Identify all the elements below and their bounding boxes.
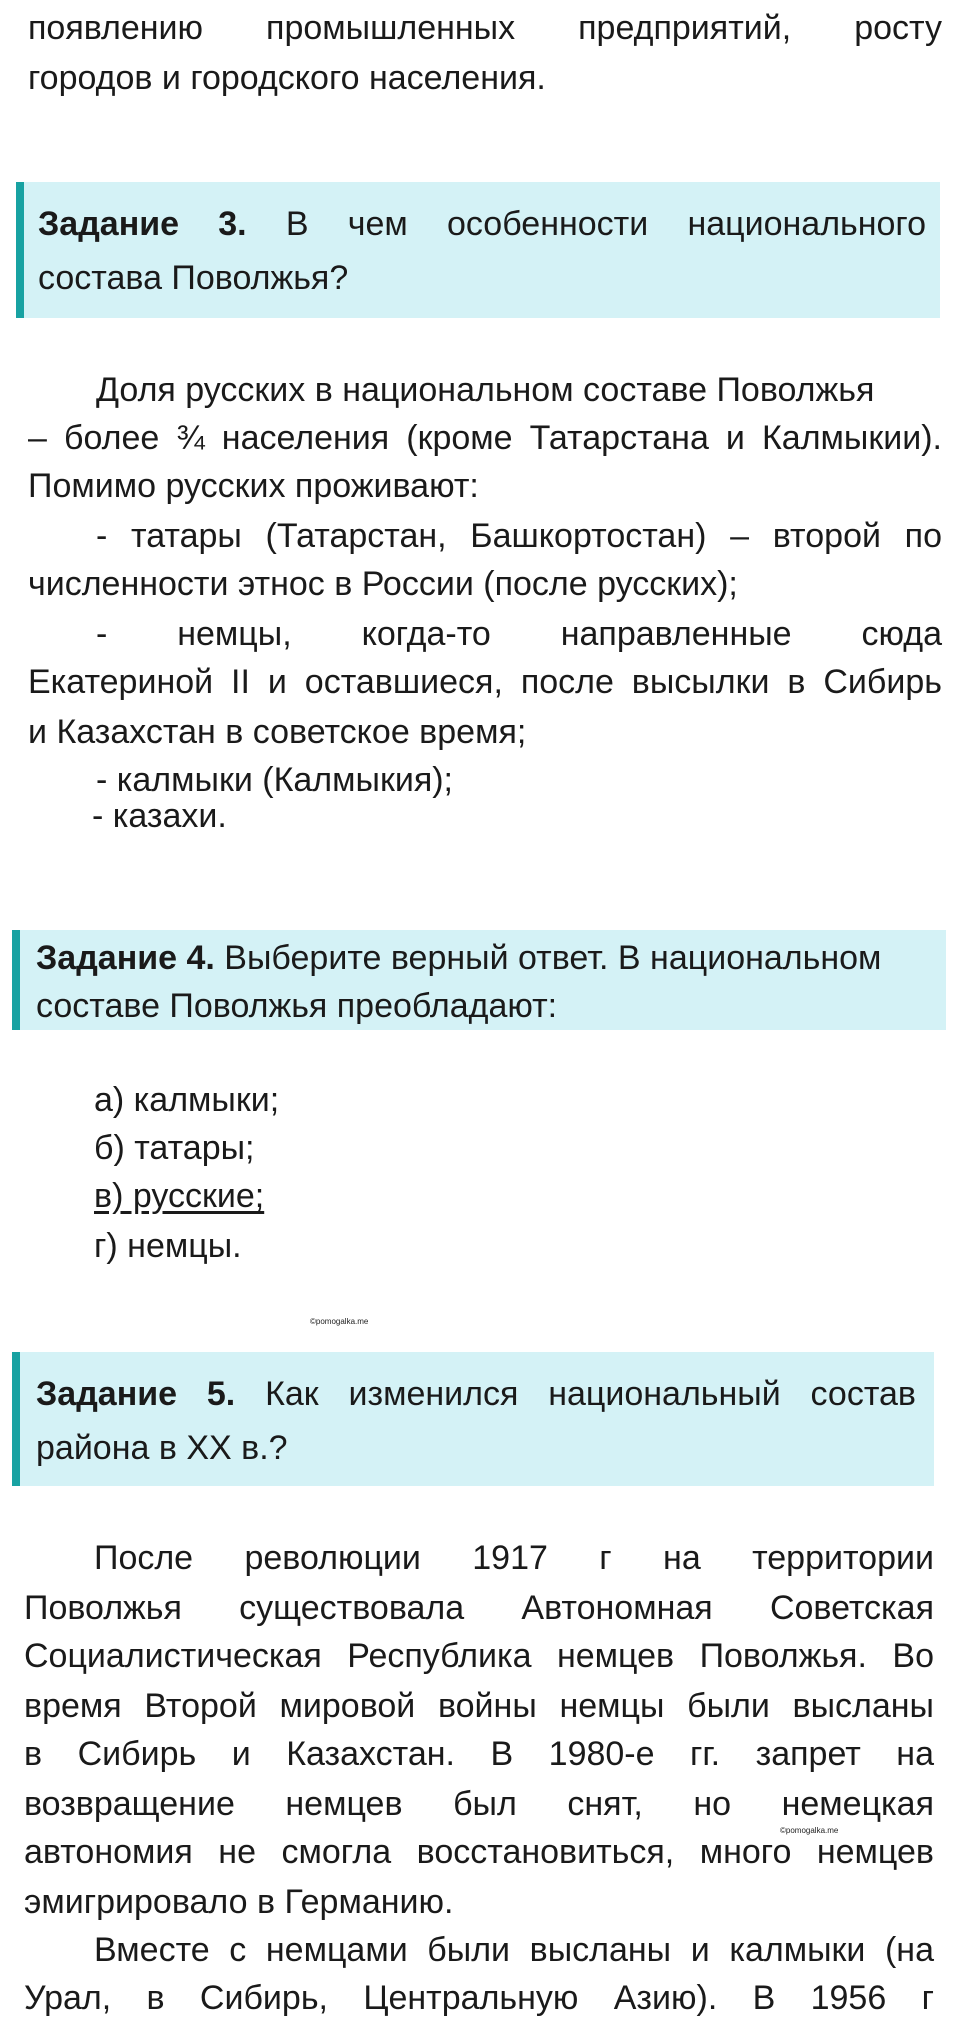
answer-5-line-6: возвращение немцев был снят, но немецкая (24, 1785, 934, 1823)
answer-3-line-5: численности этнос в России (после русских); (28, 565, 738, 603)
option-d: г) немцы. (94, 1227, 242, 1265)
answer-3-line-3: Помимо русских проживают: (28, 467, 479, 505)
answer-5-line-1: После революции 1917 г на территории (94, 1539, 934, 1577)
answer-5-line-9: Вместе с немцами были высланы и калмыки (на (94, 1931, 934, 1969)
task-4-question-part-1: Выберите верный ответ. В национальном (214, 939, 882, 977)
task-5-label: Задание 5. (36, 1375, 236, 1413)
option-b: б) татары; (94, 1129, 255, 1167)
watermark-2: ©pomogalka.me (780, 1826, 839, 1835)
answer-3-line-7: Екатериной II и оставшиеся, после высылки в Сибирь (28, 663, 942, 701)
answer-5-line-4: время Второй мировой войны немцы были высланы (24, 1687, 934, 1725)
option-c-correct: в) русские; (94, 1177, 265, 1215)
task-5-box (12, 1352, 934, 1486)
answer-5-line-7: автономия не смогла восстановиться, много немцев (24, 1833, 934, 1871)
task-4-box (12, 930, 946, 1030)
task-3-line-1 (38, 198, 926, 250)
answer-5-line-2: Поволжья существовала Автономная Советская (24, 1589, 934, 1627)
option-a: а) калмыки; (94, 1081, 280, 1119)
task-3-box (16, 182, 940, 318)
task-3-question-part-1: В чем особенности национального (246, 205, 926, 243)
answer-3-line-2: – более ¾ населения (кроме Татарстана и Калмыкии). (28, 419, 942, 457)
intro-line-1: появлению промышленных предприятий, росту (28, 9, 942, 47)
task-5-question-part-1: Как изменился национальный состав (235, 1375, 916, 1413)
answer-3-line-8: и Казахстан в советское время; (28, 713, 527, 751)
answer-3-line-6: - немцы, когда-то направленные сюда (96, 615, 942, 653)
task-5-line-1 (36, 1368, 916, 1420)
answer-3-line-10: - казахи. (92, 797, 227, 835)
task-4-line-1 (36, 932, 881, 984)
task-3-label: Задание 3. (38, 205, 247, 243)
task-4-line-2: составе Поволжья преобладают: (36, 987, 558, 1025)
intro-line-2: городов и городского населения. (28, 59, 546, 97)
answer-5-line-8: эмигрировало в Германию. (24, 1883, 454, 1921)
answer-3-line-4: - татары (Татарстан, Башкортостан) – второй по (96, 517, 942, 555)
answer-5-line-3: Социалистическая Республика немцев Поволжья. Во (24, 1637, 934, 1675)
task-3-line-2: состава Поволжья? (38, 259, 349, 297)
task-5-line-2: района в XX в.? (36, 1429, 288, 1467)
answer-3-line-9: - калмыки (Калмыкия); (96, 761, 453, 799)
answer-5-line-10: Урал, в Сибирь, Центральную Азию). В 1956 г (24, 1979, 934, 2017)
task-4-label: Задание 4. (36, 939, 215, 977)
answer-5-line-5: в Сибирь и Казахстан. В 1980-е гг. запрет на (24, 1735, 934, 1773)
answer-3-line-1: Доля русских в национальном составе Поволжья (96, 371, 875, 409)
watermark: ©pomogalka.me (310, 1317, 369, 1326)
